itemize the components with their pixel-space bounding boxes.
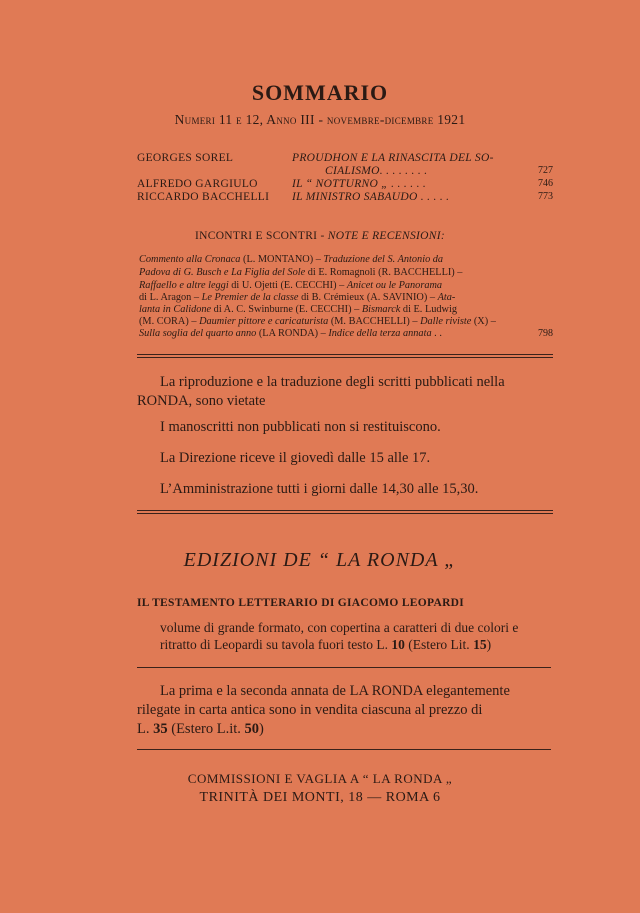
book-title: IL TESTAMENTO LETTERARIO DI GIACOMO LEOPARDI [137, 597, 465, 609]
toc-page-2: 746 [538, 178, 553, 189]
review-line-3: Raffaello e altre leggi di U. Ojetti (E. CECCHI) – Anicet ou le Panorama [139, 280, 443, 291]
annate-price: 35 [153, 721, 168, 737]
toc-title-2: IL “ NOTTURNO „ . . . . . . [292, 178, 427, 190]
toc-author-3: RICCARDO BACCHELLI [137, 191, 270, 203]
footer-line-1: COMMISSIONI E VAGLIA A “ LA RONDA „ [187, 771, 453, 786]
double-rule-2 [137, 510, 553, 514]
editions-title: EDIZIONI DE “ LA RONDA „ [183, 549, 457, 571]
double-rule-1 [137, 354, 553, 358]
annate-line-3: L. 35 (Estero L.it. 50) [137, 721, 264, 737]
toc-author-1: GEORGES SOREL [137, 152, 234, 164]
book-price: 10 [391, 637, 405, 652]
toc-page-3: 773 [538, 191, 553, 202]
reviews-heading-text: INCONTRI E SCONTRI - [194, 230, 325, 242]
single-rule-1 [137, 667, 551, 668]
toc-title-1a: PROUDHON E LA RINASCITA DEL SO- [292, 152, 494, 164]
book-desc-1: volume di grande formato, con copertina a caratteri di due colori e [160, 620, 519, 635]
footer-line-2: TRINITÀ DEI MONTI, 18 — ROMA 6 [199, 790, 441, 805]
toc-title-1b: CIALISMO. . . . . . . . [325, 165, 428, 177]
single-rule-2 [137, 749, 551, 750]
reviews-page: 798 [538, 328, 553, 339]
book-desc-2: ritratto di Leopardi su tavola fuori testo L. 10 (Estero Lit. 15) [160, 637, 492, 652]
notice-reproduction-1: La riproduzione e la traduzione degli scritti pubblicati nella [160, 374, 505, 390]
issue-line: Numeri 11 e 12, Anno III - novembre-dicembre 1921 [174, 112, 466, 127]
annate-line-2: rilegate in carta antica sono in vendita ciascuna al prezzo di [137, 702, 483, 718]
notice-reproduction-2: RONDA, sono vietate [137, 393, 266, 409]
reviews-heading-italic: NOTE E RECENSIONI: [327, 230, 445, 242]
summary-title: SOMMARIO [251, 80, 389, 105]
reviews-heading [0, 230, 640, 242]
toc-title-3: IL MINISTRO SABAUDO . . . . . [292, 191, 450, 203]
review-line-7: Sulla soglia del quarto anno (LA RONDA) – Indice della terza annata . . [139, 328, 442, 339]
review-line-5: lanta in Calidone di A. C. Swinburne (E. CECCHI) – Bismarck di E. Ludwig [139, 304, 457, 315]
book-price-abroad: 15 [473, 637, 487, 652]
notice-manuscripts: I manoscritti non pubblicati non si restituiscono. [160, 419, 441, 435]
review-line-2: Padova di G. Busch e La Figlia del Sole di E. Romagnoli (R. BACCHELLI) – [139, 267, 463, 278]
toc-author-2: ALFREDO GARGIULO [137, 178, 258, 190]
notice-direction: La Direzione riceve il giovedì dalle 15 alle 17. [160, 450, 431, 466]
notice-administration: L’Amministrazione tutti i giorni dalle 14,30 alle 15,30. [160, 481, 479, 497]
annate-price-abroad: 50 [244, 721, 260, 737]
toc-page-1: 727 [538, 165, 553, 176]
annate-line-1: La prima e la seconda annata de LA RONDA elegantemente [160, 683, 510, 699]
review-line-4: di L. Aragon – Le Premier de la classe di B. Crémieux (A. SAVINIO) – Ata- [139, 292, 456, 303]
review-line-6: (M. CORA) – Daumier pittore e caricaturista (M. BACCHELLI) – Dalle riviste (X) – [139, 316, 496, 327]
review-line-1: Commento alla Cronaca (L. MONTANO) – Traduzione del S. Antonio da [139, 254, 444, 265]
